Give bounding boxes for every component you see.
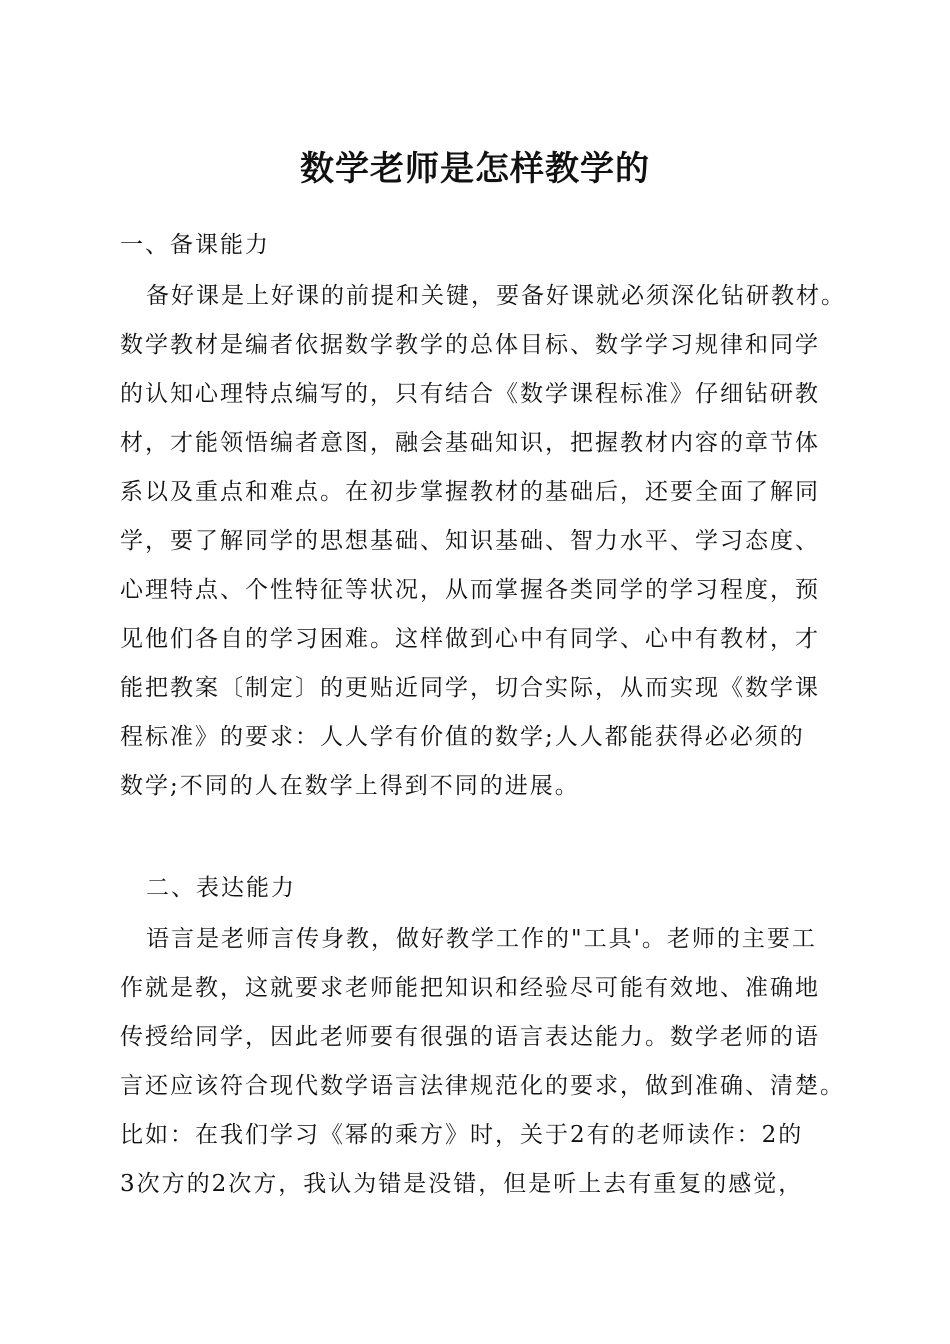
paragraph-line: 备好课是上好课的前提和关键，要备好课就必须深化钻研教材。: [146, 283, 846, 309]
paragraph-line: 材，才能领悟编者意图，融会基础知识，把握教材内容的章节体: [120, 430, 820, 456]
section-heading-1: 一、备课能力: [120, 232, 270, 258]
paragraph-line: 传授给同学，因此老师要有很强的语言表达能力。数学老师的语: [120, 1024, 820, 1050]
document-title: 数学老师是怎样教学的: [300, 149, 650, 189]
paragraph-line: 语言是老师言传身教，做好教学工作的"工具'。老师的主要工: [146, 926, 817, 952]
paragraph-line: 言还应该符合现代数学语言法律规范化的要求，做到准确、清楚。: [120, 1073, 845, 1099]
paragraph-line: 学，要了解同学的思想基础、知识基础、智力水平、学习态度、: [120, 528, 820, 554]
paragraph-line: 见他们各自的学习困难。这样做到心中有同学、心中有教材，才: [120, 626, 820, 652]
paragraph-line: 比如：在我们学习《幂的乘方》时，关于2有的老师读作：2的: [120, 1122, 804, 1148]
paragraph-line: 系以及重点和难点。在初步掌握教材的基础后，还要全面了解同: [120, 479, 820, 505]
paragraph-line: 3次方的2次方，我认为错是没错，但是听上去有重复的感觉，: [120, 1171, 804, 1197]
section-heading-2: 二、表达能力: [146, 875, 296, 901]
paragraph-line: 的认知心理特点编写的，只有结合《数学课程标准》仔细钻研教: [120, 381, 820, 407]
paragraph-line: 心理特点、个性特征等状况，从而掌握各类同学的学习程度，预: [120, 577, 820, 603]
paragraph-line: 数学;不同的人在数学上得到不同的进展。: [120, 773, 580, 799]
paragraph-line: 程标准》的要求：人人学有价值的数学;人人都能获得必必须的: [120, 724, 805, 750]
paragraph-line: 数学教材是编者依据数学教学的总体目标、数学学习规律和同学: [120, 332, 820, 358]
paragraph-line: 能把教案〔制定〕的更贴近同学，切合实际，从而实现《数学课: [120, 675, 820, 701]
paragraph-line: 作就是教，这就要求老师能把知识和经验尽可能有效地、准确地: [120, 975, 820, 1001]
